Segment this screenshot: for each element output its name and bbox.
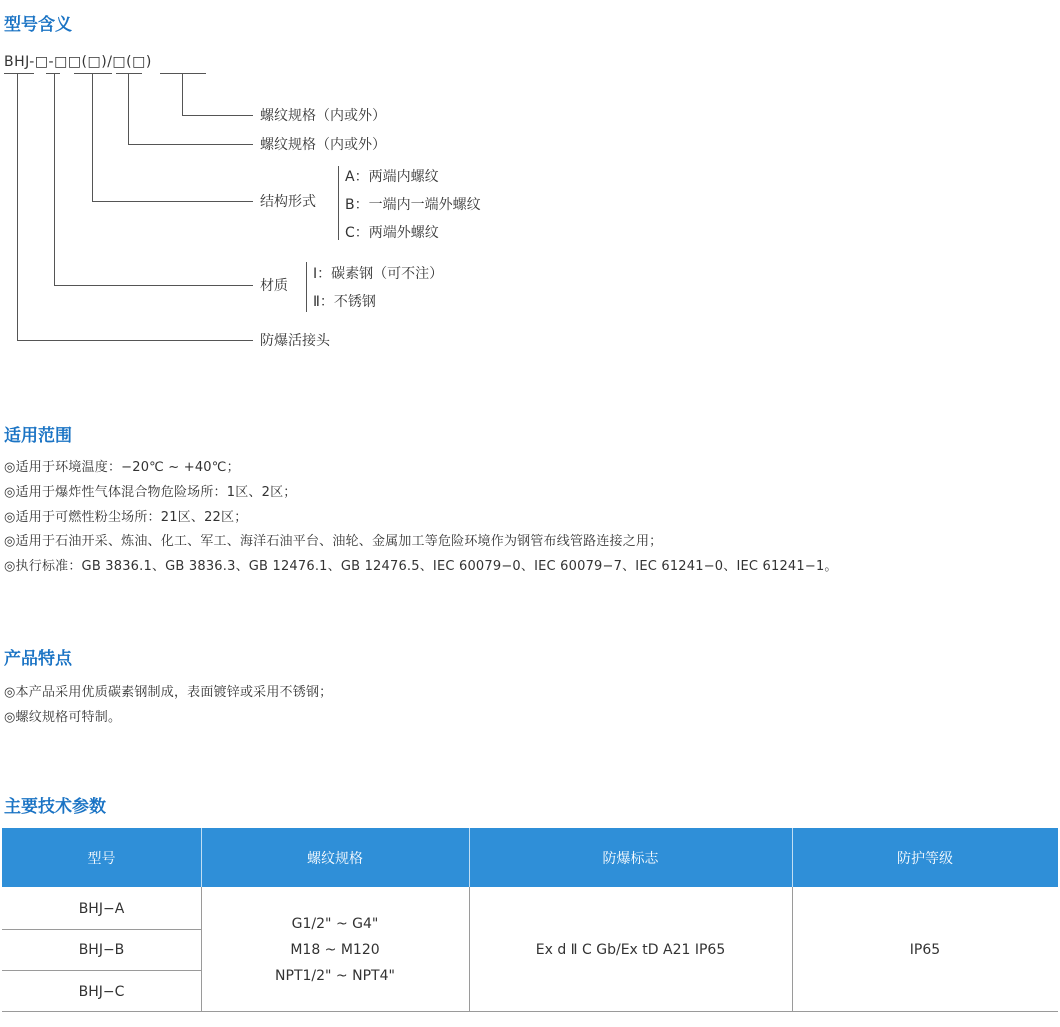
thread-spec: M18 ~ M120 xyxy=(290,942,380,958)
label-thread-spec-1: 螺纹规格（内或外） xyxy=(260,137,386,153)
section-title-parameters: 主要技术参数 xyxy=(4,797,106,817)
structure-option-a: A：两端内螺纹 xyxy=(345,169,439,185)
label-product: 防爆活接头 xyxy=(260,333,330,349)
scope-item: ◎适用于可燃性粉尘场所：21区、22区； xyxy=(4,510,248,525)
label-material: 材质 xyxy=(260,278,288,294)
header-divider xyxy=(792,828,793,887)
scope-item: ◎适用于石油开采、炼油、化工、军工、海洋石油平台、油轮、金属加工等危险环境作为钢管布线管路连接之用； xyxy=(4,534,663,549)
feature-item: ◎螺纹规格可特制。 xyxy=(4,710,122,725)
table-cell-thread-specs xyxy=(201,888,469,1012)
col-divider xyxy=(201,887,202,1012)
table-cell-protection: IP65 xyxy=(909,942,941,958)
table-cell-ex-mark: Ex d Ⅱ C Gb/Ex tD A21 IP65 xyxy=(535,942,726,958)
thread-spec: G1/2" ~ G4" xyxy=(291,916,379,932)
material-option-1: Ⅰ：碳素钢（可不注） xyxy=(313,266,444,282)
material-bracket xyxy=(306,262,307,312)
col-divider xyxy=(469,887,470,1012)
structure-bracket xyxy=(338,166,339,240)
header-divider xyxy=(201,828,202,887)
leader-product xyxy=(17,74,253,341)
material-option-2: Ⅱ：不锈钢 xyxy=(313,294,376,310)
table-cell-model: BHJ−A xyxy=(78,900,125,917)
scope-item: ◎适用于爆炸性气体混合物危险场所：1区、2区； xyxy=(4,485,297,500)
table-header-model: 型号 xyxy=(2,828,201,887)
table-cell-model: BHJ−C xyxy=(78,983,125,1000)
header-divider xyxy=(469,828,470,887)
scope-item: ◎执行标准：GB 3836.1、GB 3836.3、GB 12476.1、GB 12476.5、IEC 60079−0、IEC 60079−7、IEC 61241−0、IEC 61241−1。 xyxy=(4,559,838,574)
row-divider xyxy=(2,929,201,930)
parameters-table xyxy=(2,828,1058,1012)
section-title-model-meaning: 型号含义 xyxy=(4,15,72,35)
structure-option-b: B：一端内一端外螺纹 xyxy=(345,197,481,213)
table-header-thread: 螺纹规格 xyxy=(201,828,469,887)
table-bottom-border xyxy=(2,1011,1058,1012)
table-cell-model: BHJ−B xyxy=(78,942,125,958)
model-code: BHJ-□-□□(□)/□(□) xyxy=(4,54,152,70)
label-thread-spec-2: 螺纹规格（内或外） xyxy=(260,108,386,124)
thread-spec: NPT1/2" ~ NPT4" xyxy=(275,968,395,984)
feature-item: ◎本产品采用优质碳素钢制成，表面镀锌或采用不锈钢； xyxy=(4,685,333,700)
col-divider xyxy=(792,887,793,1012)
section-title-scope: 适用范围 xyxy=(4,426,72,446)
label-structure: 结构形式 xyxy=(260,194,316,210)
table-header-protection: 防护等级 xyxy=(792,828,1058,887)
scope-item: ◎适用于环境温度：−20℃ ~ +40℃； xyxy=(4,460,240,475)
structure-option-c: C：两端外螺纹 xyxy=(345,225,439,241)
table-header-ex-mark: 防爆标志 xyxy=(469,828,792,887)
row-divider xyxy=(2,970,201,971)
section-title-features: 产品特点 xyxy=(4,649,72,669)
